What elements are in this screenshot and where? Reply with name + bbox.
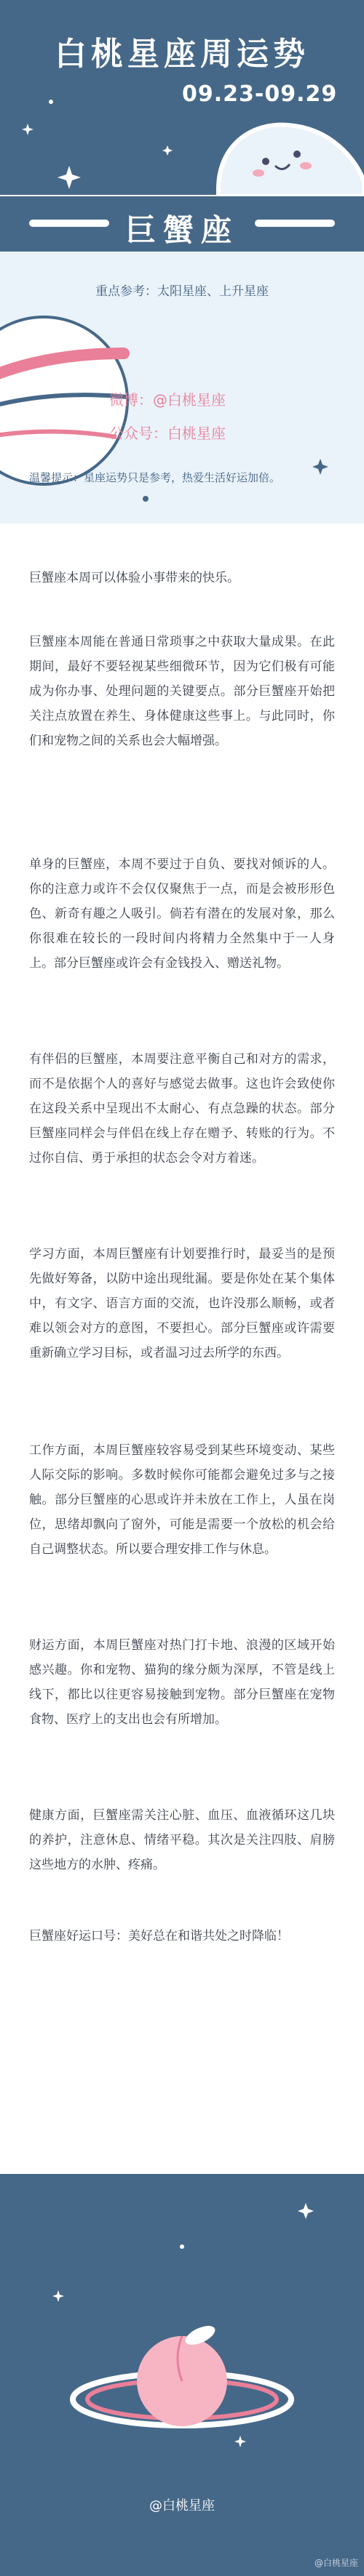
info-card xyxy=(0,252,364,523)
star-icon xyxy=(234,2436,246,2447)
star-icon xyxy=(298,2203,314,2219)
paragraph-work: 工作方面，本周巨蟹座较容易受到某些环境变动、某些人际交际的影响。多数时候你可能都会避免过多与之接触。部分巨蟹座的心思或许并未放在工作上，人虽在岗位，思绪却飘向了窗外，可能是需要一个放松的机会给自己调整状态。所以要合理安排工作与休息。 xyxy=(29,1443,335,1557)
page-title: 白桃星座周运势 xyxy=(55,36,309,73)
dot-icon xyxy=(49,100,53,104)
footer-author: @白桃星座 xyxy=(149,2498,215,2513)
watermark: @白桃星座 xyxy=(314,2558,358,2568)
paragraph-study: 学习方面，本周巨蟹座有计划要推行时，最妥当的是预先做好筹备，以防中途出现纰漏。要是你处在某个集体中，有文字、语言方面的交流，也许没那么顺畅，或者难以领会对方的意图，不要担心。部分巨蟹座或许需要重新确立学习目标，或者温习过去所学的东西。 xyxy=(29,1247,335,1360)
paragraph-intro: 巨蟹座本周可以体验小事带来的快乐。 xyxy=(29,571,240,585)
focus-note: 重点参考：太阳星座、上升星座 xyxy=(95,284,269,299)
weibo-handle: 微博：@白桃星座 xyxy=(109,391,226,409)
horoscope-content xyxy=(0,523,364,2174)
dot-icon xyxy=(180,2244,184,2249)
ghost-mascot-icon xyxy=(218,125,364,196)
wechat-account: 公众号：白桃星座 xyxy=(109,425,226,442)
planet-icon xyxy=(0,317,127,484)
paragraph-couple-love: 有伴侣的巨蟹座，本周要注意平衡自己和对方的需求，而不是依据个人的喜好与感觉去做事。这也许会致使你在这段关系中呈现出不太耐心、有点急躁的状态。部分巨蟹座同样会与伴侣在线上存在赠予、转账的行为。不过你自信、勇于承担的状态会令对方着迷。 xyxy=(29,1052,335,1165)
star-icon xyxy=(22,124,33,135)
star-icon xyxy=(162,145,173,156)
sign-banner xyxy=(0,195,364,253)
reminder-note: 温馨提示：星座运势只是参考，热爱生活好运加倍。 xyxy=(29,471,281,484)
paragraph-health: 健康方面，巨蟹座需关注心脏、血压、血液循环这几块的养护，注意休息、情绪平稳。其次是关注四肢、肩膀这些地方的水肿、疼痛。 xyxy=(29,1808,335,1872)
paragraph-single-love: 单身的巨蟹座，本周不要过于自负、要找对倾诉的人。你的注意力或许不会仅仅聚焦于一点，而是会被形形色色、新奇有趣之人吸引。倘若有潜在的发展对象，那么你很难在较长的一段时间内将精力全然集中于一人身上。部分巨蟹座或许会有金钱投入、赠送礼物。 xyxy=(29,857,335,971)
sign-name: 巨蟹座 xyxy=(124,212,239,248)
paragraph-overview: 巨蟹座本周能在普通日常琐事之中获取大量成果。在此期间，最好不要轻视某些细微环节，因为它们极有可能成为你办事、处理问题的关键要点。部分巨蟹座开始把关注点放置在养生、身体健康这些事上。与此同时，你们和宠物之间的关系也会大幅增强。 xyxy=(29,635,335,748)
paragraph-slogan: 巨蟹座好运口号：美好总在和谐共处之时降临！ xyxy=(29,1929,289,1943)
dot-icon xyxy=(143,496,149,502)
star-icon xyxy=(52,2290,64,2302)
star-icon xyxy=(58,166,81,189)
peach-planet-icon xyxy=(73,2322,291,2426)
paragraph-wealth: 财运方面，本周巨蟹座对热门打卡地、浪漫的区域开始感兴趣。你和宠物、猫狗的缘分颇为深厚，不管是线上线下，都比以往更容易接触到宠物。部分巨蟹座在宠物食物、医疗上的支出也会有所增加。 xyxy=(29,1638,335,1727)
date-range: 09.23-09.29 xyxy=(182,81,338,107)
footer-decorations xyxy=(0,2174,364,2576)
